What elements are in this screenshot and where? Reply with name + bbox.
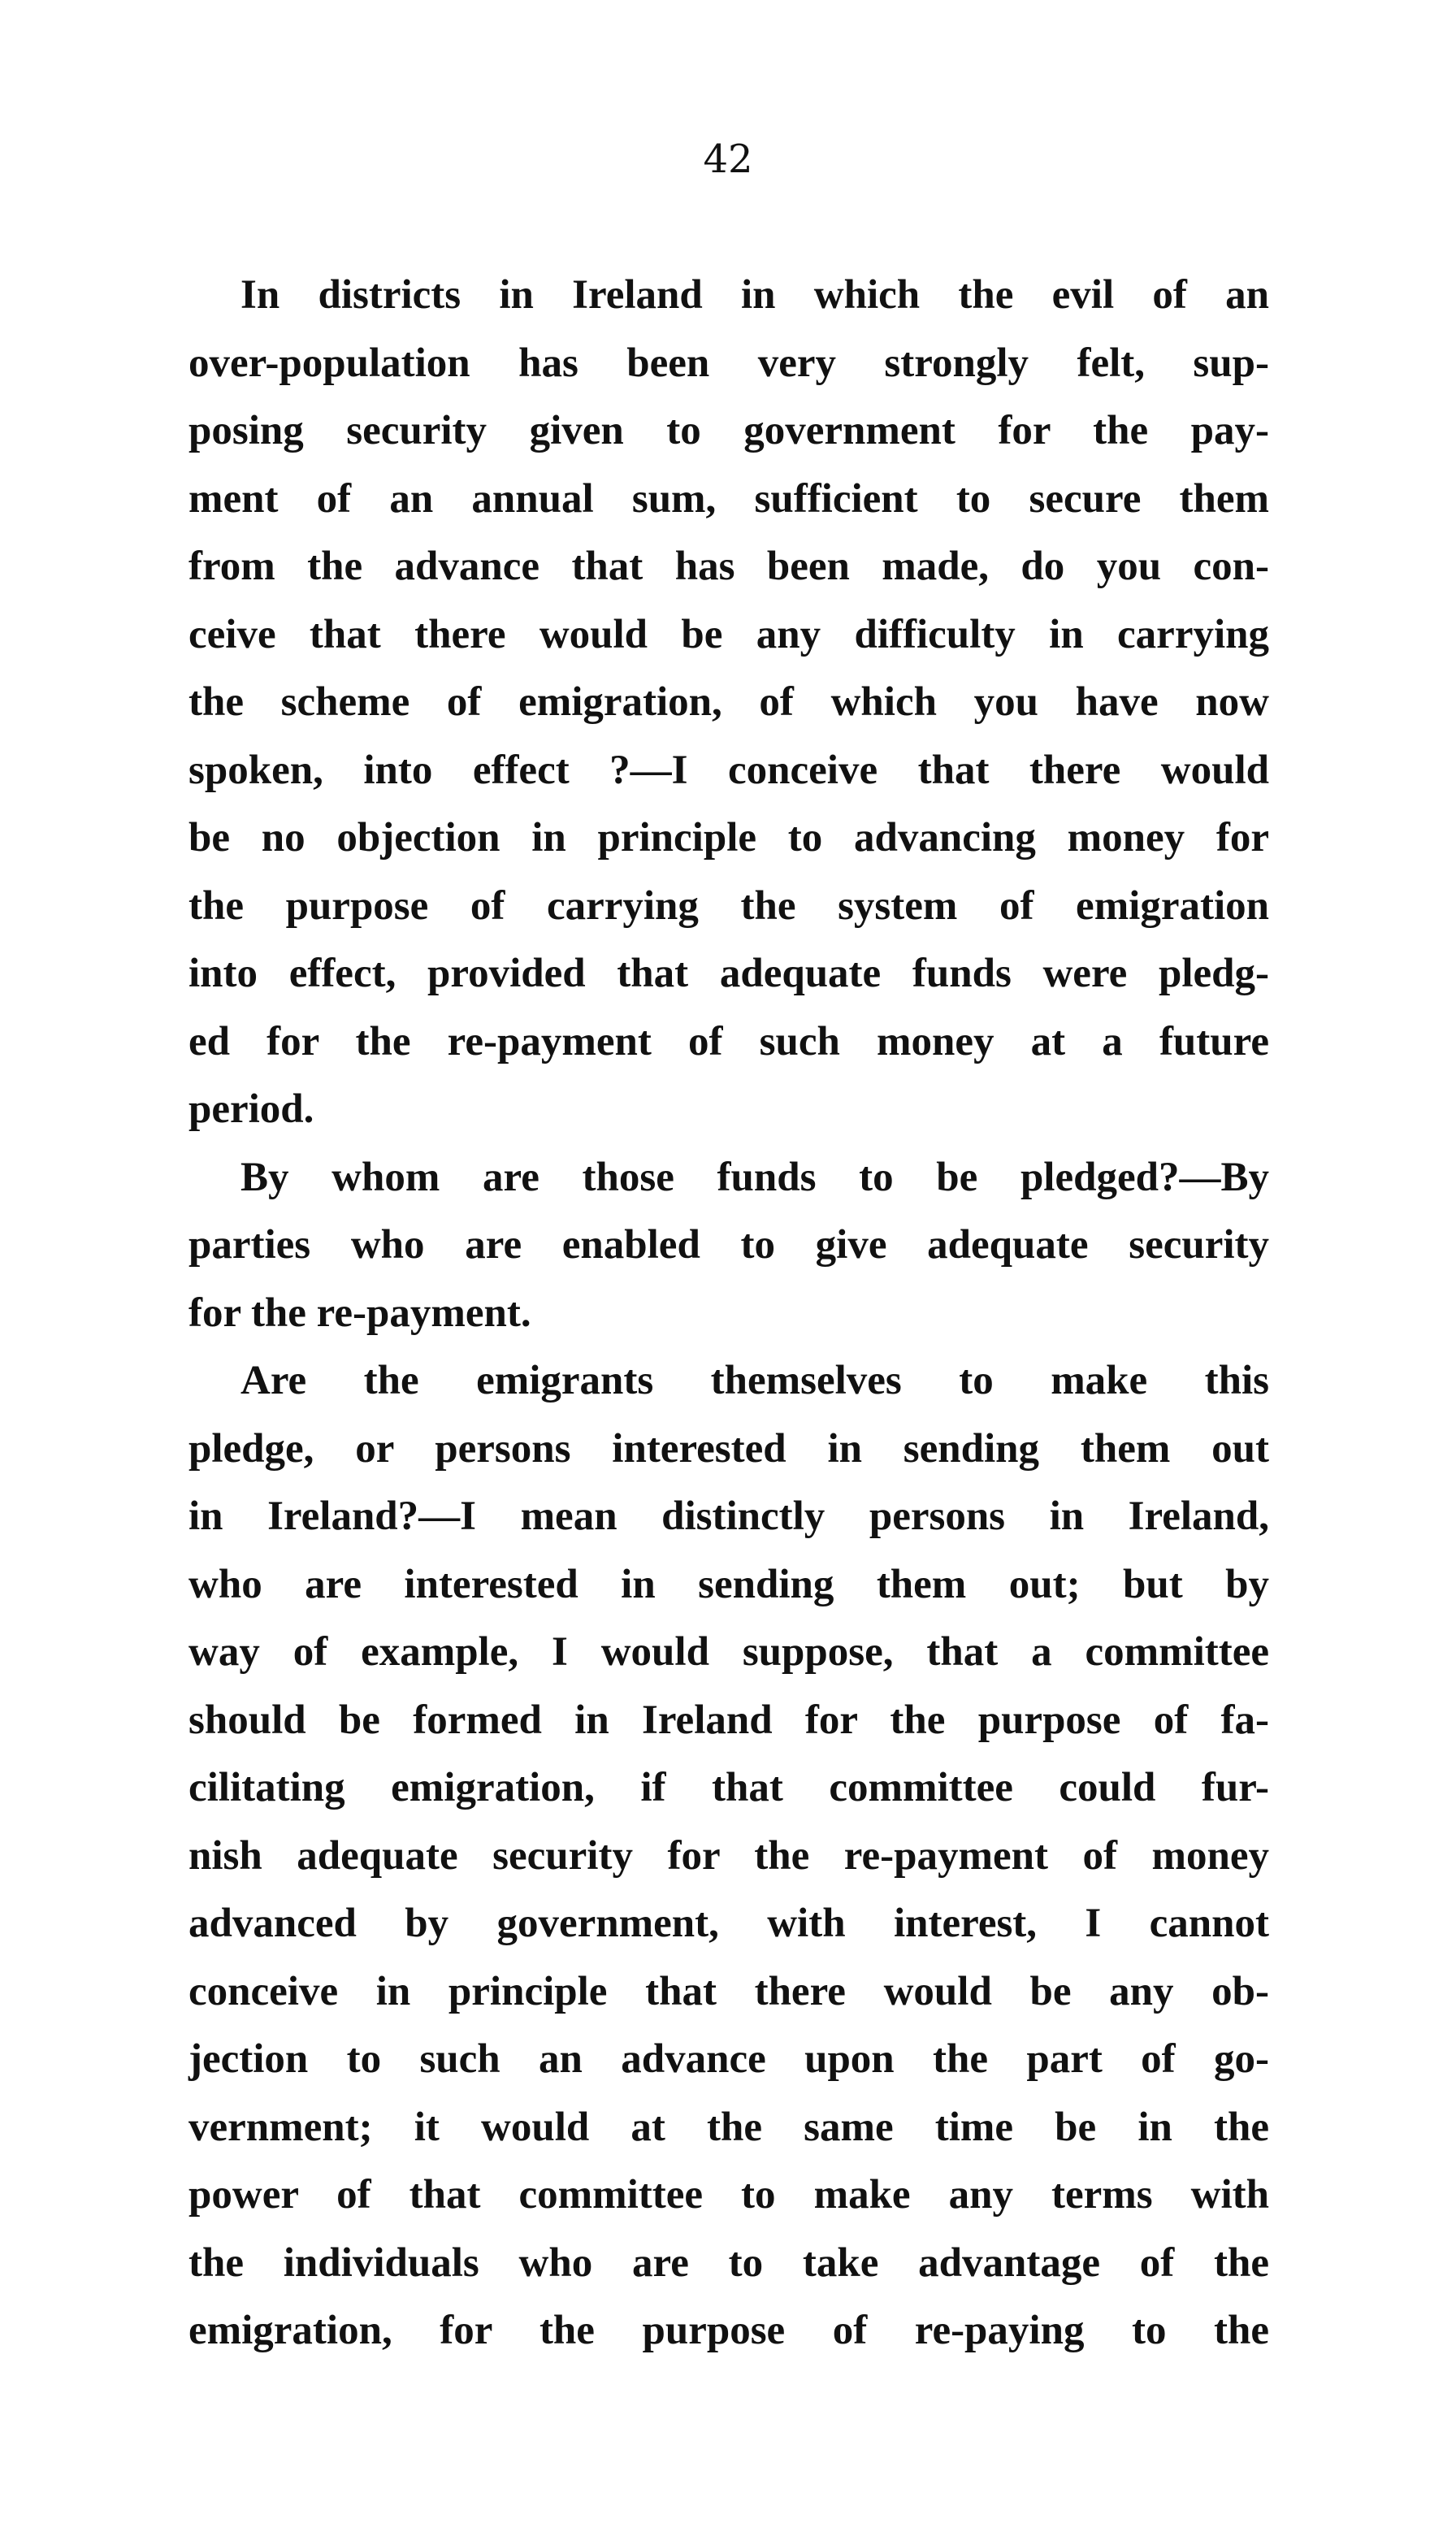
text-line: jection to such an advance upon the part of go- [188, 2036, 1269, 2082]
text-line: By whom are those funds to be pledged?—By [240, 1154, 1269, 1200]
text-line: ed for the re-payment of such money at a future [188, 1018, 1269, 1064]
text-line: advanced by government, with interest, I cannot [188, 1901, 1269, 1946]
text-line: emigration, for the purpose of re-paying to the [188, 2308, 1269, 2353]
text-line: Are the emigrants themselves to make this [240, 1358, 1269, 1403]
text-line: the individuals who are to take advantage of the [188, 2239, 1269, 2286]
paragraph-1 [188, 262, 1269, 1144]
text-line: into effect, provided that adequate funds were pledg- [188, 951, 1269, 996]
text-line: cilitating emigration, if that committee could fur- [188, 1765, 1269, 1810]
text-line: who are interested in sending them out; but by [188, 1561, 1269, 1607]
text-line: from the advance that has been made, do you con- [188, 544, 1269, 589]
text-line: way of example, I would suppose, that a committee [188, 1629, 1269, 1675]
text-line: vernment; it would at the same time be in the [188, 2104, 1269, 2150]
paragraph-3 [188, 1347, 1269, 2365]
text-line: conceive in principle that there would be any ob- [188, 1968, 1269, 2014]
text-line: spoken, into effect ?—I conceive that there would [188, 747, 1269, 793]
text-line: over-population has been very strongly felt, sup- [188, 340, 1269, 386]
text-line: for the re-payment. [188, 1290, 531, 1336]
text-line: the purpose of carrying the system of emigration [188, 882, 1269, 929]
text-line: parties who are enabled to give adequate security [188, 1222, 1269, 1268]
text-line: in Ireland?—I mean distinctly persons in Ireland, [188, 1494, 1269, 1539]
text-line: nish adequate security for the re-payment of money [188, 1832, 1269, 1879]
text-line: the scheme of emigration, of which you have now [188, 679, 1269, 725]
text-line: In districts in Ireland in which the evil of an [240, 272, 1269, 318]
body-text [188, 262, 1269, 2365]
text-line: power of that committee to make any terms with [188, 2172, 1269, 2218]
page-number: 42 [703, 137, 753, 182]
text-line: posing security given to government for the pay- [188, 408, 1269, 453]
text-line: ceive that there would be any difficulty in carrying [188, 611, 1269, 657]
text-line: ment of an annual sum, sufficient to secure them [188, 475, 1269, 522]
text-line: should be formed in Ireland for the purpose of fa- [188, 1697, 1269, 1743]
text-line: period. [188, 1086, 314, 1132]
text-line: pledge, or persons interested in sending them out [188, 1425, 1269, 1472]
text-line: be no objection in principle to advancing money for [188, 815, 1269, 861]
paragraph-2 [188, 1144, 1269, 1348]
